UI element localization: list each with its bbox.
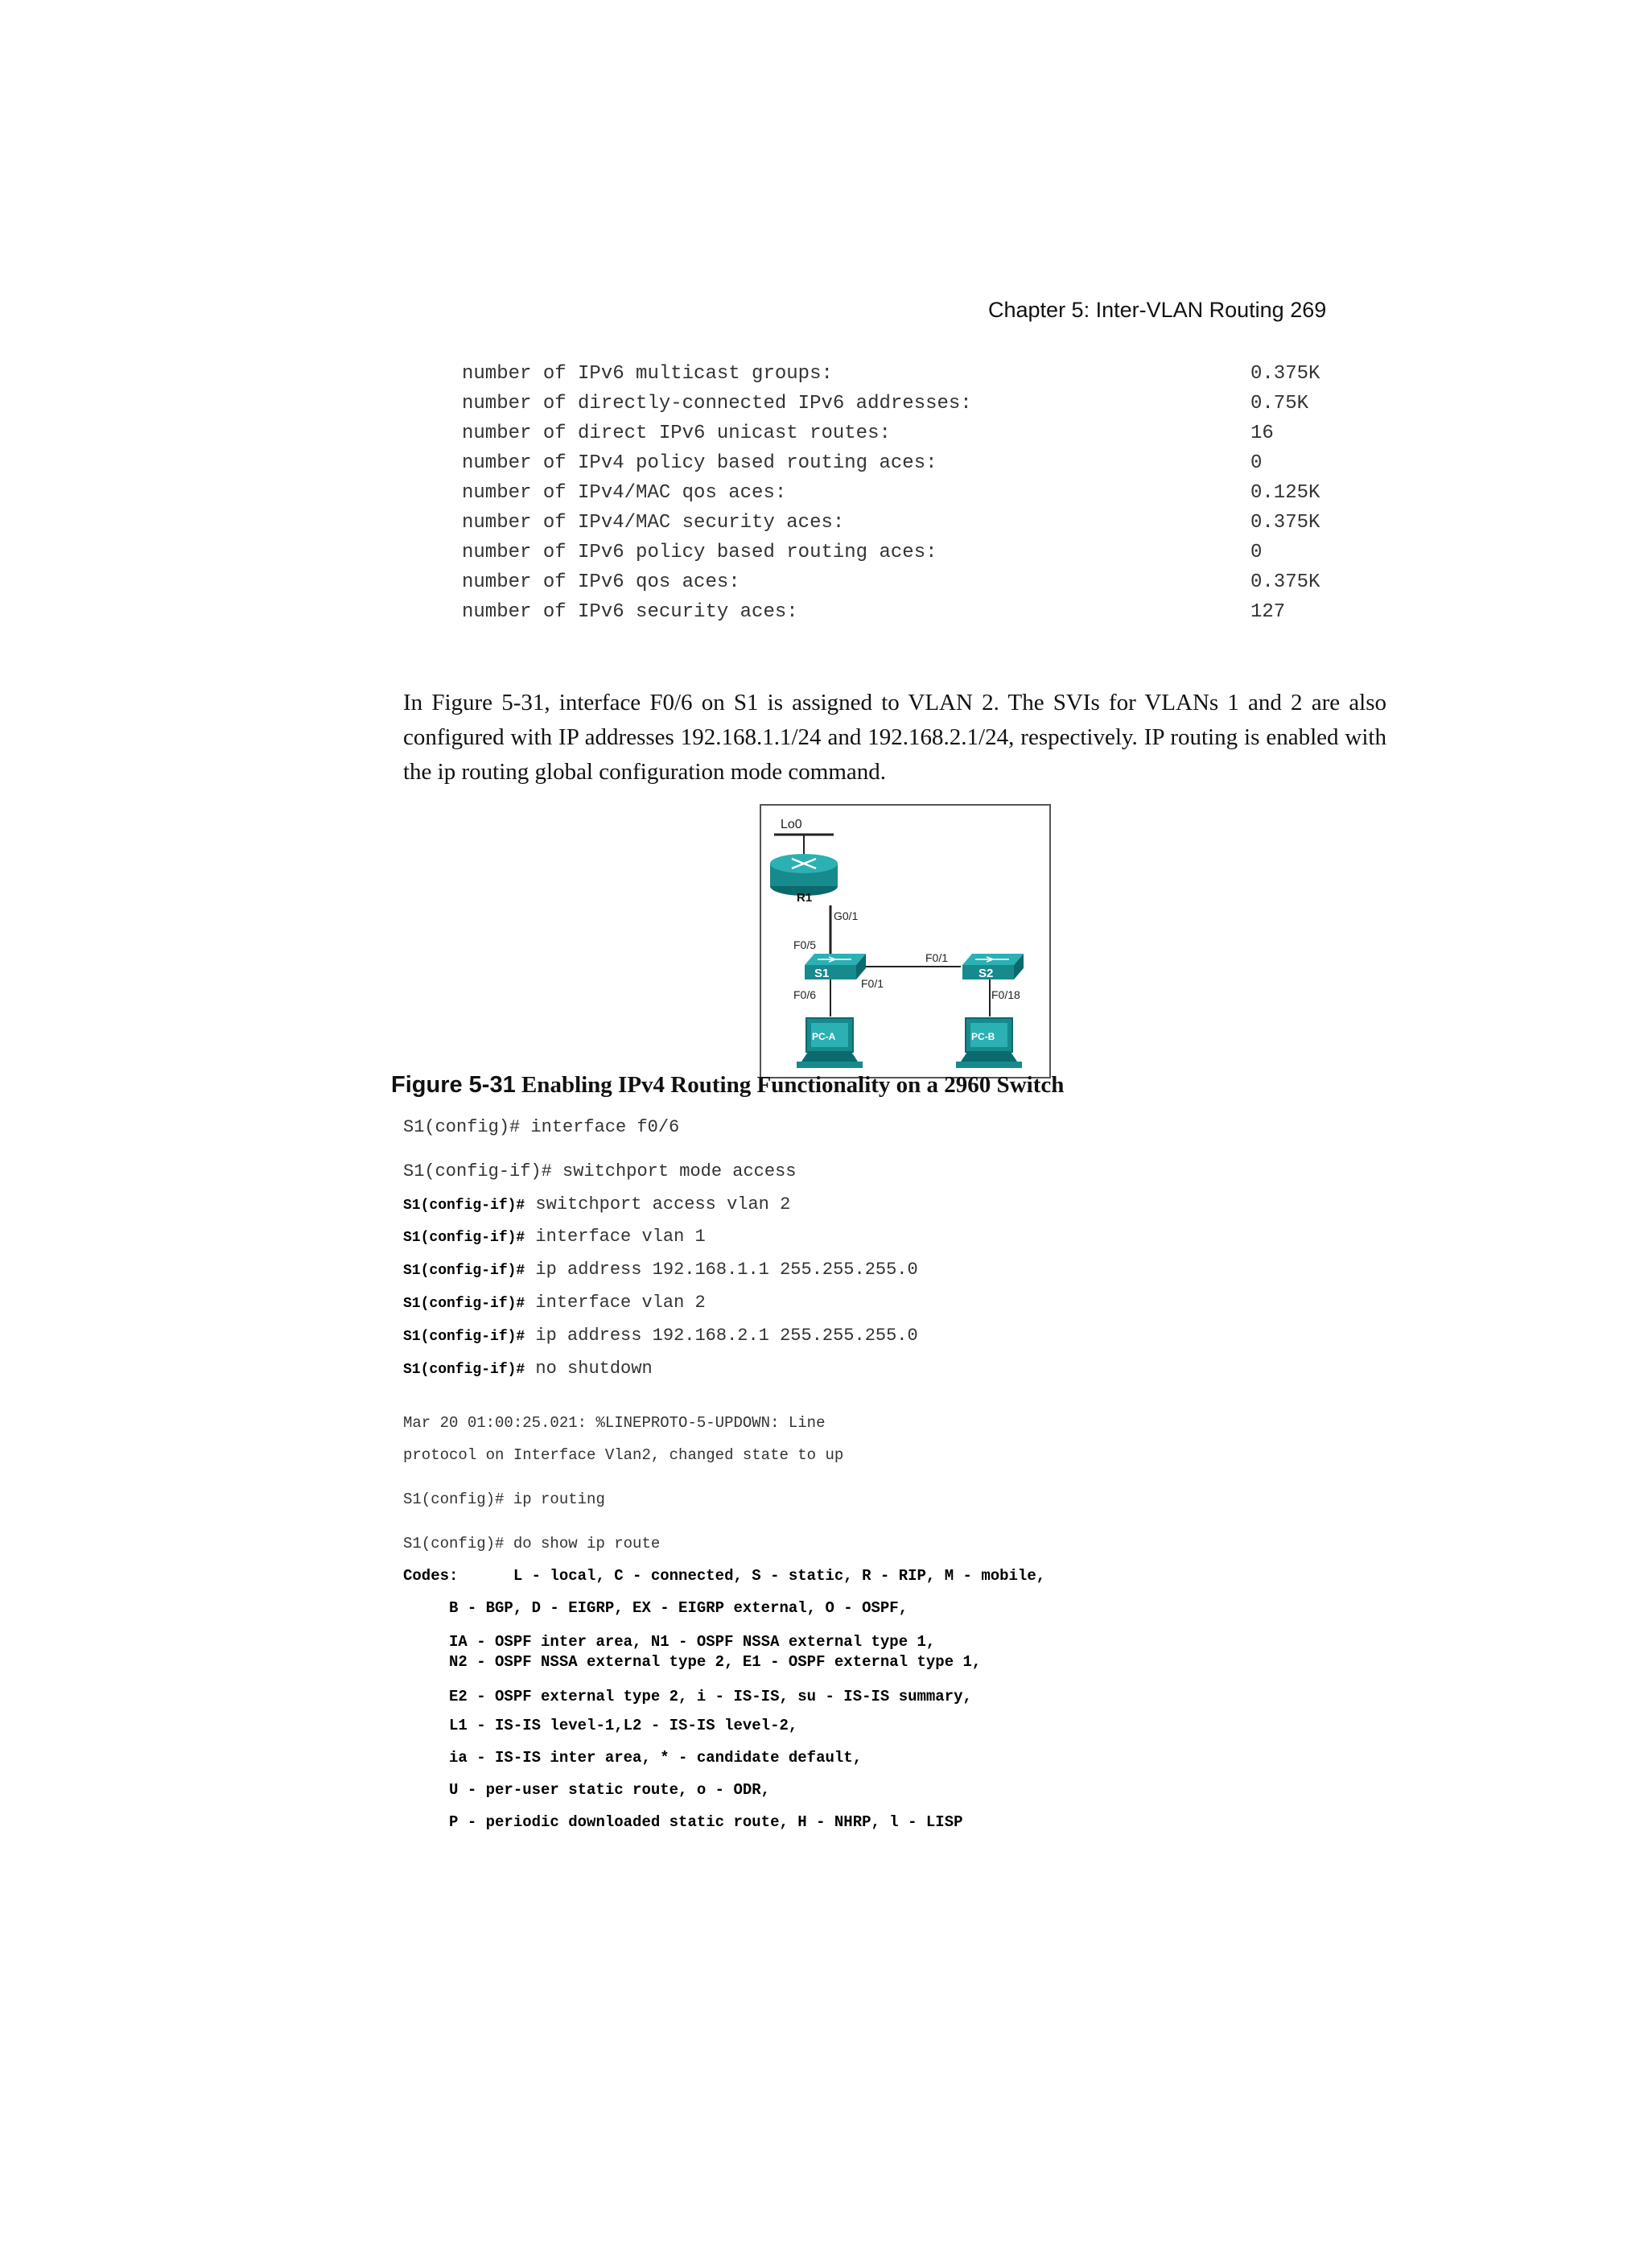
config-command: no shutdown: [525, 1359, 653, 1379]
sdm-label: number of IPv4 policy based routing aces:: [462, 452, 937, 474]
r1-label: R1: [797, 891, 813, 905]
sdm-label: number of IPv4/MAC qos aces:: [462, 482, 787, 504]
router-icon: [770, 854, 838, 896]
route-codes-line: P - periodic downloaded static route, H - NHRP, l - LISP: [403, 1813, 963, 1831]
sdm-value: 0.375K: [1250, 571, 1320, 593]
s2-label: S2: [978, 967, 994, 980]
config-line: S1(config)# interface f0/6: [403, 1117, 680, 1137]
config-line: [403, 1293, 706, 1313]
route-codes-line: Codes: L - local, C - connected, S - static, R - RIP, M - mobile,: [403, 1567, 1046, 1585]
route-codes-line: L1 - IS-IS level-1,L2 - IS-IS level-2,: [403, 1717, 798, 1734]
figure-title: Enabling IPv4 Routing Functionality on a 2960 Switch: [521, 1072, 1065, 1098]
config-line: S1(config)# do show ip route: [403, 1535, 661, 1553]
log-line: protocol on Interface Vlan2, changed state to up: [403, 1446, 844, 1464]
topology-diagram: [761, 806, 1049, 1077]
config-line: [403, 1359, 653, 1379]
log-line: Mar 20 01:00:25.021: %LINEPROTO-5-UPDOWN: Line: [403, 1414, 826, 1432]
config-line: [403, 1227, 706, 1247]
s2-f01-label: F0/1: [925, 951, 949, 964]
sdm-row: [462, 448, 1339, 478]
sdm-value: 0.375K: [1250, 363, 1320, 385]
s1-f06-label: F0/6: [793, 988, 817, 1001]
sdm-label: number of IPv6 multicast groups:: [462, 363, 833, 385]
config-prompt: S1(config-if)#: [403, 1362, 525, 1378]
sdm-row: [462, 567, 1339, 597]
sdm-value: 0.125K: [1250, 482, 1320, 504]
sdm-label: number of IPv6 qos aces:: [462, 571, 740, 593]
s1-label: S1: [814, 967, 830, 980]
s2-f018-label: F0/18: [991, 988, 1020, 1001]
topology-figure: [760, 804, 1051, 1078]
sdm-label: number of direct IPv6 unicast routes:: [462, 423, 891, 444]
route-codes-line: B - BGP, D - EIGRP, EX - EIGRP external, O - OSPF,: [403, 1599, 908, 1617]
pca-label: PC-A: [812, 1031, 836, 1042]
config-line: S1(config-if)# switchport mode access: [403, 1161, 797, 1181]
config-line: S1(config)# ip routing: [403, 1491, 605, 1508]
route-codes-line: N2 - OSPF NSSA external type 2, E1 - OSPF external type 1,: [403, 1653, 982, 1671]
sdm-row: [462, 538, 1339, 567]
route-codes-line: U - per-user static route, o - ODR,: [403, 1781, 771, 1799]
config-command: switchport access vlan 2: [525, 1194, 791, 1214]
sdm-label: number of directly-connected IPv6 addresses:: [462, 393, 972, 414]
config-command: ip address 192.168.2.1 255.255.255.0: [525, 1326, 918, 1346]
s1-f05-label: F0/5: [793, 938, 817, 951]
sdm-label: number of IPv6 security aces:: [462, 601, 798, 623]
g01-label: G0/1: [834, 909, 859, 922]
config-line: [403, 1326, 918, 1346]
figure-caption: [391, 1072, 1064, 1099]
sdm-label: number of IPv4/MAC security aces:: [462, 512, 845, 534]
sdm-row: [462, 359, 1339, 389]
sdm-row: [462, 597, 1339, 627]
sdm-value: 0.375K: [1250, 512, 1320, 534]
pc-icon: [956, 1018, 1022, 1068]
sdm-value: 0.75K: [1250, 393, 1309, 414]
route-codes-line: ia - IS-IS inter area, * - candidate default,: [403, 1749, 863, 1767]
config-command: interface vlan 2: [525, 1293, 706, 1313]
route-codes-line: IA - OSPF inter area, N1 - OSPF NSSA external type 1,: [403, 1633, 936, 1651]
config-command: interface vlan 1: [525, 1227, 706, 1247]
lo0-label: Lo0: [781, 818, 802, 831]
s1-f01-label: F0/1: [861, 977, 884, 990]
sdm-template-output: [462, 359, 1339, 627]
sdm-label: number of IPv6 policy based routing aces:: [462, 542, 937, 563]
config-prompt: S1(config-if)#: [403, 1296, 525, 1312]
page-header: Chapter 5: Inter-VLAN Routing 269: [988, 298, 1327, 322]
sdm-row: [462, 508, 1339, 538]
sdm-value: 127: [1250, 601, 1286, 623]
sdm-value: 0: [1250, 452, 1263, 474]
body-paragraph: In Figure 5-31, interface F0/6 on S1 is assigned to VLAN 2. The SVIs for VLANs 1 and 2 are also configured with IP addresses 192.168.1.1/24 and 192.168.2.1/24, respectively. IP routing is enabled with the ip routing global configuration mode command.: [403, 690, 1386, 785]
sdm-value: 16: [1250, 423, 1274, 444]
config-line: [403, 1194, 790, 1214]
config-prompt: S1(config-if)#: [403, 1230, 525, 1246]
config-prompt: S1(config-if)#: [403, 1263, 525, 1279]
config-command: ip address 192.168.1.1 255.255.255.0: [525, 1260, 918, 1280]
route-codes-line: E2 - OSPF external type 2, i - IS-IS, su - IS-IS summary,: [403, 1688, 972, 1705]
pc-icon: [797, 1018, 863, 1068]
sdm-row: [462, 389, 1339, 419]
sdm-row: [462, 419, 1339, 448]
figure-number: Figure 5-31: [391, 1072, 516, 1098]
config-prompt: S1(config-if)#: [403, 1329, 525, 1345]
sdm-value: 0: [1250, 542, 1263, 563]
sdm-row: [462, 478, 1339, 508]
config-line: [403, 1260, 918, 1280]
pcb-label: PC-B: [971, 1031, 995, 1042]
config-prompt: S1(config-if)#: [403, 1198, 525, 1214]
